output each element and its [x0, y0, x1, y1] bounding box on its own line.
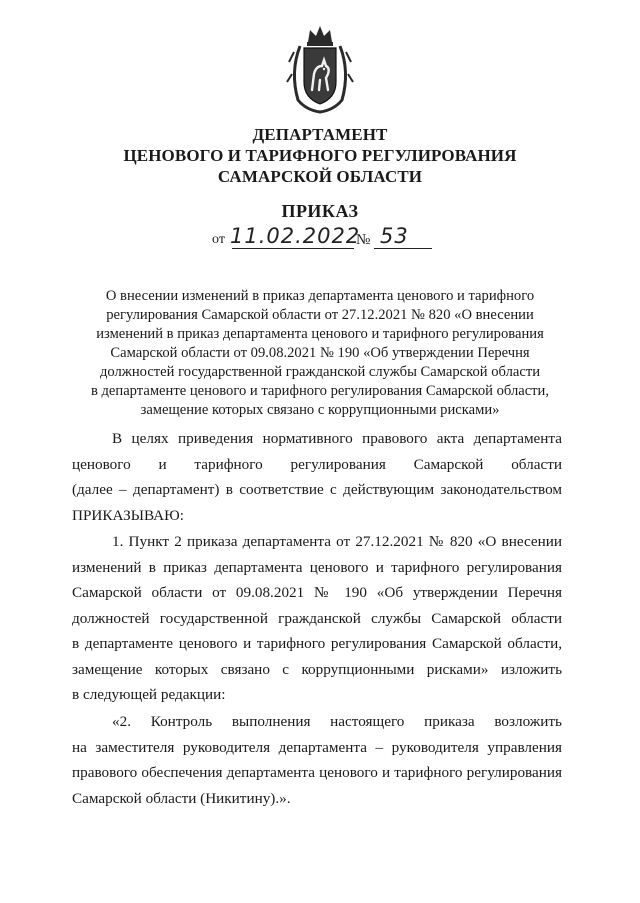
text-line: «2. Контроль выполнения настоящего приказа возложить: [112, 713, 562, 730]
order-date-number-line: [208, 226, 448, 252]
item-1-paragraph: [72, 529, 562, 708]
from-label: от: [212, 232, 225, 247]
number-label: №: [356, 232, 371, 248]
department-line: ДЕПАРТАМЕНТ: [252, 125, 388, 144]
handwritten-date: 11.02.2022: [230, 224, 361, 248]
subject-line: О внесении изменений в приказ департамента ценового и тарифного: [105, 288, 535, 304]
text-line: Самарской области от 09.08.2021 № 190 «Об утверждении Перечня: [72, 584, 562, 601]
department-line: ЦЕНОВОГО И ТАРИФНОГО РЕГУЛИРОВАНИЯ: [123, 146, 517, 165]
order-subject: [80, 287, 560, 420]
date-underline: [232, 248, 354, 249]
department-line: САМАРСКОЙ ОБЛАСТИ: [217, 167, 423, 186]
preamble-paragraph: [72, 426, 562, 528]
item-1-quote-paragraph: [72, 709, 562, 811]
subject-line: Самарской области от 09.08.2021 № 190 «Об утверждении Перечня: [110, 345, 530, 361]
text-line: на заместителя руководителя департамента – руководителя управления: [72, 738, 562, 756]
text-line: правового обеспечения департамента ценового и тарифного регулирования: [72, 764, 562, 781]
order-keyword: ПРИКАЗЫВАЮ:: [72, 506, 184, 524]
handwritten-number: 53: [380, 224, 409, 248]
subject-line: регулирования Самарской области от 27.12.2021 № 820 «О внесении: [106, 307, 534, 323]
subject-line: замещение которых связано с коррупционными рисками»: [140, 402, 500, 418]
text-line: в департаменте ценового и тарифного регулирования Самарской области,: [72, 635, 562, 652]
text-line: замещение которых связано с коррупционными рисками» изложить: [72, 660, 562, 678]
subject-line: изменений в приказ департамента ценового и тарифного регулирования: [96, 326, 544, 342]
text-line: должностей государственной гражданской службы Самарской области: [72, 609, 562, 627]
text-line: ценового и тарифного регулирования Самарской области: [72, 455, 562, 473]
text-line: Самарской области (Никитину).».: [72, 789, 291, 807]
text-line: в следующей редакции:: [72, 686, 226, 703]
subject-line: в департаменте ценового и тарифного регулирования Самарской области,: [90, 383, 550, 399]
text-line: (далее – департамент) в соответствие с действующим законодательством: [72, 481, 562, 498]
subject-line: должностей государственной гражданской службы Самарской области: [99, 364, 541, 380]
coat-of-arms-icon: [286, 22, 354, 114]
number-underline: [374, 248, 432, 249]
text-line: В целях приведения нормативного правового акта департамента: [112, 430, 562, 447]
order-title: ПРИКАЗ: [281, 201, 359, 221]
text-line: 1. Пункт 2 приказа департамента от 27.12.2021 № 820 «О внесении: [112, 533, 562, 550]
department-heading: [0, 124, 640, 187]
text-line: изменений в приказ департамента ценового и тарифного регулирования: [72, 558, 562, 576]
